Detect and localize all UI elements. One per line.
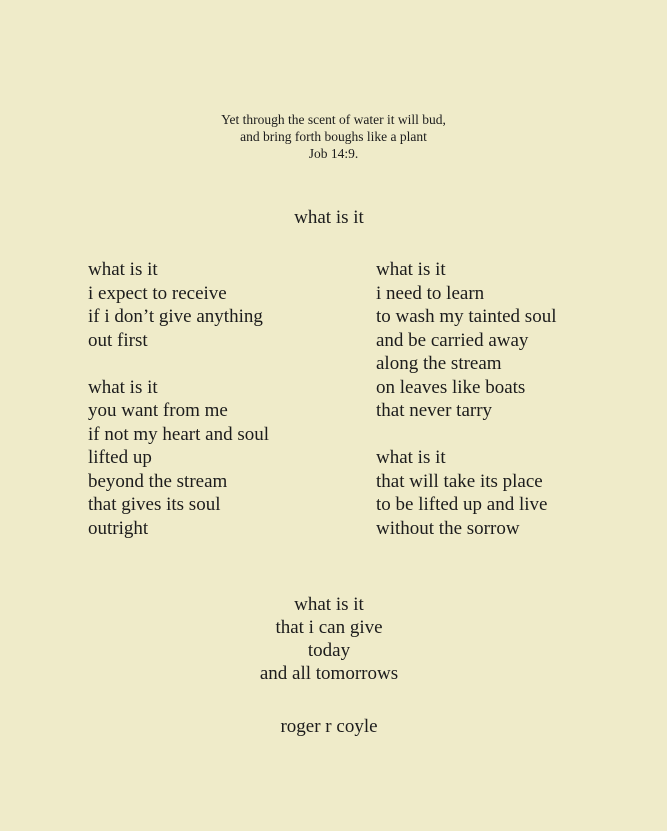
poem-line: and all tomorrows [259, 663, 399, 684]
poem-line: if i don’t give anything [88, 306, 263, 327]
epigraph-line: and bring forth boughs like a plant [240, 129, 427, 144]
epigraph [0, 111, 667, 162]
stanza [88, 258, 269, 352]
poem-line: that will take its place [376, 470, 543, 492]
poem-title: what is it [294, 207, 364, 228]
poem-line: i need to learn [376, 282, 485, 304]
poem-line: to be lifted up and live [376, 494, 548, 515]
poem-line: what is it [376, 447, 446, 468]
left-column [88, 258, 269, 540]
poem-line: on leaves like boats [376, 376, 526, 398]
poem-line: that i can give [275, 617, 383, 638]
poem-line: along the stream [376, 353, 502, 374]
closing-stanza [0, 593, 658, 685]
poem-line: i expect to receive [88, 282, 227, 304]
poem-line: out first [88, 329, 148, 351]
poem-line: if not my heart and soul [88, 423, 269, 445]
epigraph-line: Yet through the scent of water it will bud, [221, 112, 446, 127]
poem-line: outright [88, 517, 149, 539]
author-name: roger r coyle [280, 716, 378, 737]
poem-line: what is it [88, 259, 158, 280]
stanza [376, 258, 556, 423]
poem-line: to wash my tainted soul [376, 306, 557, 327]
poem-line: what is it [376, 259, 446, 280]
right-column [376, 258, 556, 540]
poem-line: today [307, 640, 351, 661]
stanza [88, 376, 269, 541]
poem-line: that gives its soul [88, 494, 221, 515]
poem-line: what is it [88, 376, 158, 398]
poem-line: and be carried away [376, 329, 529, 351]
poem-line: what is it [294, 594, 364, 615]
poem-line: without the sorrow [376, 517, 520, 539]
poem-line: beyond the stream [88, 470, 228, 492]
epigraph-citation: Job 14:9. [308, 146, 359, 161]
stanza [376, 446, 556, 540]
poem-line: you want from me [88, 400, 228, 421]
poem-line: lifted up [88, 447, 152, 468]
poem-line: that never tarry [376, 400, 493, 421]
